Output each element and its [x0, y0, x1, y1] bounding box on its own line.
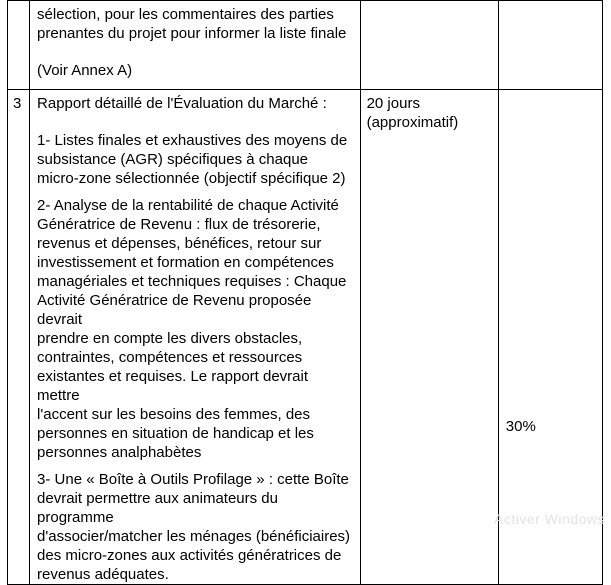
item-1-line: 1- Listes finales et exhaustives des moyens de: [37, 132, 348, 149]
item-2-line: existantes et requises. Le rapport devrait mettre: [37, 368, 309, 404]
item-2-line: Génératrice de Revenu : flux de trésorerie,: [37, 216, 321, 233]
item-3-line: revenus adéquates.: [37, 566, 169, 583]
item-2-line: l'accent sur les besoins des femmes, des: [37, 406, 311, 423]
row-number: 3: [13, 95, 22, 112]
duration-line: 20 jours: [366, 95, 420, 112]
item-2-line: Activité Génératrice de Revenu proposée devrait: [37, 292, 312, 328]
item-3: [37, 470, 355, 584]
item-2-line: revenus et dépenses, bénéfices, retour sur: [37, 235, 322, 252]
activation-watermark: Activer Windows: [494, 511, 605, 527]
item-2: [37, 196, 355, 462]
cell-duration: [360, 90, 498, 585]
item-2-line: 2- Analyse de la rentabilité de chaque Activité: [37, 197, 339, 214]
annex-reference: (Voir Annex A): [37, 62, 133, 79]
item-3-line: d'associer/matcher les ménages (bénéficiaires): [37, 528, 351, 545]
item-2-line: personnes en situation de handicap et les: [37, 425, 314, 442]
item-3-line: 3- Une « Boîte à Outils Profilage » : cette Boîte: [37, 471, 349, 488]
item-2-line: personnes analphabètes: [37, 444, 202, 461]
payment-percentage: 30%: [505, 418, 536, 435]
deliverable-title: Rapport détaillé de l'Évaluation du Marché :: [37, 95, 327, 112]
deliverables-table: [7, 0, 603, 585]
item-2-line: investissement et formation en compétences: [37, 254, 334, 271]
cell-description: [30, 1, 361, 90]
cell-payment-empty: [498, 1, 602, 90]
cell-number-empty: [8, 1, 30, 90]
item-3-line: des micro-zones aux activités génératrices de: [37, 547, 342, 564]
cell-duration-empty: [360, 1, 498, 90]
cell-description: [30, 90, 361, 585]
item-1-line: micro-zone sélectionnée (objectif spécifique 2): [37, 170, 346, 187]
table-row-previous: [8, 1, 603, 90]
desc-line: sélection, pour les commentaires des parties: [37, 6, 334, 23]
desc-line: prenantes du projet pour informer la liste finale: [37, 25, 347, 42]
item-2-line: managériales et techniques requises : Chaque: [37, 273, 347, 290]
item-2-line: contraintes, compétences et ressources: [37, 349, 303, 366]
duration-line: (approximatif): [366, 114, 459, 131]
item-2-line: prendre en compte les divers obstacles,: [37, 330, 303, 347]
item-1: [37, 131, 355, 188]
cell-number: [8, 90, 30, 585]
item-1-line: subsistance (AGR) spécifiques à chaque: [37, 151, 309, 168]
item-3-line: devrait permettre aux animateurs du programme: [37, 490, 278, 526]
